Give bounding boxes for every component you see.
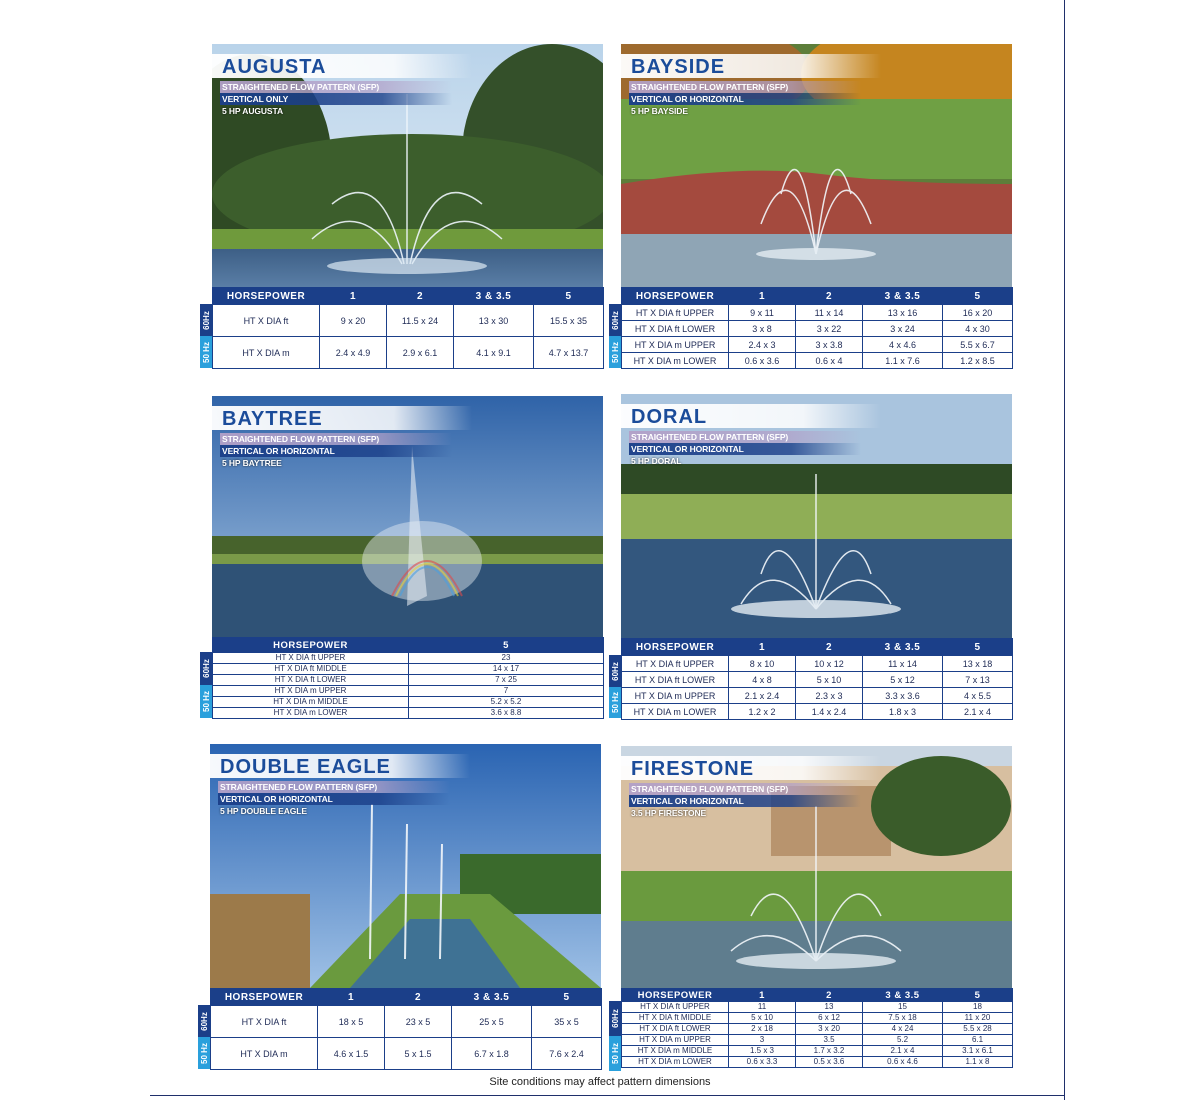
- card-double-eagle: [210, 744, 601, 988]
- row-label: HT X DIA ft UPPER: [213, 653, 409, 664]
- cell: 5.2 x 5.2: [409, 697, 604, 708]
- header-cell: 5: [943, 639, 1013, 656]
- card-baytree: [212, 396, 603, 637]
- right-margin-rule: [1064, 0, 1065, 1100]
- cell: 5.2: [863, 1035, 943, 1046]
- pattern-bands: [220, 81, 452, 117]
- card-title: FIRESTONE: [621, 756, 881, 780]
- header-cell: 5: [534, 288, 604, 305]
- cell: 25 x 5: [452, 1006, 532, 1038]
- header-cell: 1: [729, 288, 796, 305]
- cell: 7.6 x 2.4: [532, 1038, 602, 1070]
- row-label: HT X DIA ft MIDDLE: [622, 1013, 729, 1024]
- cell: 23 x 5: [385, 1006, 452, 1038]
- cell: 2.4 x 3: [729, 337, 796, 353]
- table-row: [213, 653, 604, 664]
- hz-60-label: 60Hz: [200, 304, 212, 336]
- cell: 4 x 5.5: [943, 688, 1013, 704]
- model-caption: 5 HP BAYTREE: [222, 458, 282, 468]
- cell: 16 x 20: [943, 305, 1013, 321]
- cell: 6 x 12: [796, 1013, 863, 1024]
- cell: 4.1 x 9.1: [454, 337, 534, 369]
- hz-50-label: 50 Hz: [198, 1037, 210, 1069]
- cell: 5.5 x 28: [943, 1024, 1013, 1035]
- table-header-row: [622, 989, 1013, 1002]
- cell: 5 x 10: [729, 1013, 796, 1024]
- cell: 1.1 x 8: [943, 1057, 1013, 1068]
- card-title: DOUBLE EAGLE: [210, 754, 470, 778]
- hz-50-label: 50 Hz: [609, 336, 621, 368]
- cell: 3: [729, 1035, 796, 1046]
- header-cell: 5: [943, 989, 1013, 1002]
- hz-50-label: 50 Hz: [200, 685, 212, 718]
- augusta-spec-table: [212, 287, 604, 369]
- orientation-band: VERTICAL OR HORIZONTAL: [629, 443, 861, 455]
- header-cell: HORSEPOWER: [622, 639, 729, 656]
- table-row: [622, 1046, 1013, 1057]
- cell: 5 x 10: [796, 672, 863, 688]
- cell: 5 x 1.5: [385, 1038, 452, 1070]
- cell: 6.1: [943, 1035, 1013, 1046]
- cell: 1.5 x 3: [729, 1046, 796, 1057]
- cell: 1.8 x 3: [863, 704, 943, 720]
- pattern-type-band: STRAIGHTENED FLOW PATTERN (SFP): [629, 783, 861, 795]
- cell: 1.1 x 7.6: [863, 353, 943, 369]
- cell: 3.5: [796, 1035, 863, 1046]
- card-firestone: [621, 746, 1012, 988]
- cell: 2 x 18: [729, 1024, 796, 1035]
- table-row: [213, 664, 604, 675]
- row-label: HT X DIA ft: [213, 305, 320, 337]
- row-label: HT X DIA m LOWER: [213, 708, 409, 719]
- table-row: [622, 1013, 1013, 1024]
- pattern-bands: [629, 783, 861, 819]
- cell: 0.6 x 4.6: [863, 1057, 943, 1068]
- row-label: HT X DIA ft LOWER: [622, 672, 729, 688]
- hz-60-label: 60Hz: [609, 304, 621, 336]
- header-cell: HORSEPOWER: [622, 989, 729, 1002]
- pattern-bands: [218, 781, 450, 817]
- model-caption: 5 HP DOUBLE EAGLE: [220, 806, 307, 816]
- row-label: HT X DIA m MIDDLE: [213, 697, 409, 708]
- orientation-band: VERTICAL OR HORIZONTAL: [218, 793, 450, 805]
- pattern-bands: [629, 81, 861, 117]
- double-eagle-spec-table: [210, 988, 602, 1070]
- table-header-row: [213, 288, 604, 305]
- cell: 10 x 12: [796, 656, 863, 672]
- cell: 15.5 x 35: [534, 305, 604, 337]
- header-cell: 5: [409, 638, 604, 653]
- cell: 13: [796, 1002, 863, 1013]
- cell: 4.7 x 13.7: [534, 337, 604, 369]
- cell: 2.1 x 4: [943, 704, 1013, 720]
- pattern-type-band: STRAIGHTENED FLOW PATTERN (SFP): [629, 81, 861, 93]
- cell: 14 x 17: [409, 664, 604, 675]
- header-cell: 1: [729, 639, 796, 656]
- cell: 3.6 x 8.8: [409, 708, 604, 719]
- row-label: HT X DIA m MIDDLE: [622, 1046, 729, 1057]
- row-label: HT X DIA ft LOWER: [622, 321, 729, 337]
- cell: 18: [943, 1002, 1013, 1013]
- header-cell: 5: [943, 288, 1013, 305]
- header-cell: 2: [796, 639, 863, 656]
- hz-60-label: 60Hz: [198, 1005, 210, 1037]
- cell: 11.5 x 24: [387, 305, 454, 337]
- pattern-type-band: STRAIGHTENED FLOW PATTERN (SFP): [220, 433, 452, 445]
- table-row: [622, 1057, 1013, 1068]
- table-row: [213, 697, 604, 708]
- pattern-type-band: STRAIGHTENED FLOW PATTERN (SFP): [218, 781, 450, 793]
- cell: 7.5 x 18: [863, 1013, 943, 1024]
- cell: 3.3 x 3.6: [863, 688, 943, 704]
- firestone-photo: [621, 746, 1012, 988]
- header-cell: 1: [318, 989, 385, 1006]
- cell: 4 x 24: [863, 1024, 943, 1035]
- model-caption: 5 HP DORAL: [631, 456, 682, 466]
- table-row: [622, 305, 1013, 321]
- orientation-band: VERTICAL OR HORIZONTAL: [629, 93, 861, 105]
- card-title: BAYTREE: [212, 406, 472, 430]
- header-cell: 2: [385, 989, 452, 1006]
- model-caption: 5 HP BAYSIDE: [631, 106, 688, 116]
- cell: 2.1 x 4: [863, 1046, 943, 1057]
- table-header-row: [622, 639, 1013, 656]
- cell: 0.6 x 3.6: [729, 353, 796, 369]
- row-label: HT X DIA ft MIDDLE: [213, 664, 409, 675]
- card-augusta: [212, 44, 603, 287]
- table-header-row: [213, 638, 604, 653]
- pattern-type-band: STRAIGHTENED FLOW PATTERN (SFP): [220, 81, 452, 93]
- hz-50-label: 50 Hz: [200, 336, 212, 368]
- header-cell: 3 & 3.5: [863, 639, 943, 656]
- header-cell: HORSEPOWER: [622, 288, 729, 305]
- header-cell: 1: [320, 288, 387, 305]
- table-row: [622, 672, 1013, 688]
- cell: 35 x 5: [532, 1006, 602, 1038]
- header-cell: HORSEPOWER: [211, 989, 318, 1006]
- table-row: [622, 1024, 1013, 1035]
- cell: 7 x 13: [943, 672, 1013, 688]
- hz-50-label: 50 Hz: [609, 1036, 621, 1071]
- model-caption: 3.5 HP FIRESTONE: [631, 808, 707, 818]
- cell: 1.2 x 8.5: [943, 353, 1013, 369]
- cell: 7 x 25: [409, 675, 604, 686]
- header-cell: 1: [729, 989, 796, 1002]
- row-label: HT X DIA m UPPER: [622, 1035, 729, 1046]
- row-label: HT X DIA m LOWER: [622, 704, 729, 720]
- cell: 7: [409, 686, 604, 697]
- table-row: [622, 1035, 1013, 1046]
- cell: 3 x 20: [796, 1024, 863, 1035]
- row-label: HT X DIA ft LOWER: [622, 1024, 729, 1035]
- cell: 9 x 11: [729, 305, 796, 321]
- cell: 0.6 x 3.3: [729, 1057, 796, 1068]
- table-row: [622, 704, 1013, 720]
- table-row: [622, 688, 1013, 704]
- cell: 3 x 8: [729, 321, 796, 337]
- cell: 3 x 22: [796, 321, 863, 337]
- cell: 4 x 8: [729, 672, 796, 688]
- firestone-spec-table: [621, 988, 1013, 1068]
- header-cell: 3 & 3.5: [452, 989, 532, 1006]
- cell: 1.7 x 3.2: [796, 1046, 863, 1057]
- orientation-band: VERTICAL OR HORIZONTAL: [629, 795, 861, 807]
- card-title: BAYSIDE: [621, 54, 881, 78]
- cell: 13 x 18: [943, 656, 1013, 672]
- row-label: HT X DIA m UPPER: [622, 337, 729, 353]
- header-cell: 2: [796, 288, 863, 305]
- pattern-bands: [629, 431, 861, 467]
- baytree-photo: [212, 396, 603, 637]
- table-row: [213, 675, 604, 686]
- table-row: [622, 337, 1013, 353]
- doral-photo: [621, 394, 1012, 638]
- header-cell: HORSEPOWER: [213, 288, 320, 305]
- row-label: HT X DIA ft: [211, 1006, 318, 1038]
- header-cell: 5: [532, 989, 602, 1006]
- cell: 13 x 30: [454, 305, 534, 337]
- header-cell: 2: [387, 288, 454, 305]
- card-title: DORAL: [621, 404, 881, 428]
- row-label: HT X DIA ft UPPER: [622, 305, 729, 321]
- table-row: [211, 1038, 602, 1070]
- pattern-type-band: STRAIGHTENED FLOW PATTERN (SFP): [629, 431, 861, 443]
- bayside-spec-table: [621, 287, 1013, 369]
- table-row: [622, 1002, 1013, 1013]
- row-label: HT X DIA m: [211, 1038, 318, 1070]
- table-header-row: [622, 288, 1013, 305]
- cell: 3 x 24: [863, 321, 943, 337]
- baytree-spec-table: [212, 637, 604, 719]
- hz-60-label: 60Hz: [609, 655, 621, 687]
- bayside-photo: [621, 44, 1012, 287]
- table-row: [213, 337, 604, 369]
- footer-note: Site conditions may affect pattern dimensions: [489, 1076, 711, 1088]
- table-row: [213, 686, 604, 697]
- bottom-margin-rule: [150, 1095, 1065, 1096]
- row-label: HT X DIA m: [213, 337, 320, 369]
- cell: 0.6 x 4: [796, 353, 863, 369]
- hz-50-label: 50 Hz: [609, 687, 621, 718]
- card-title: AUGUSTA: [212, 54, 472, 78]
- hz-60-label: 60Hz: [200, 652, 212, 685]
- cell: 5 x 12: [863, 672, 943, 688]
- cell: 2.4 x 4.9: [320, 337, 387, 369]
- cell: 11 x 20: [943, 1013, 1013, 1024]
- hz-60-label: 60Hz: [609, 1001, 621, 1036]
- table-row: [622, 321, 1013, 337]
- cell: 2.3 x 3: [796, 688, 863, 704]
- cell: 5.5 x 6.7: [943, 337, 1013, 353]
- cell: 3.1 x 6.1: [943, 1046, 1013, 1057]
- table-row: [211, 1006, 602, 1038]
- cell: 2.1 x 2.4: [729, 688, 796, 704]
- cell: 4.6 x 1.5: [318, 1038, 385, 1070]
- header-cell: 3 & 3.5: [863, 288, 943, 305]
- cell: 1.4 x 2.4: [796, 704, 863, 720]
- cell: 15: [863, 1002, 943, 1013]
- cell: 4 x 4.6: [863, 337, 943, 353]
- augusta-photo: [212, 44, 603, 287]
- table-row: [622, 353, 1013, 369]
- cell: 0.5 x 3.6: [796, 1057, 863, 1068]
- row-label: HT X DIA ft UPPER: [622, 1002, 729, 1013]
- table-row: [622, 656, 1013, 672]
- cell: 1.2 x 2: [729, 704, 796, 720]
- row-label: HT X DIA m UPPER: [622, 688, 729, 704]
- cell: 2.9 x 6.1: [387, 337, 454, 369]
- cell: 9 x 20: [320, 305, 387, 337]
- card-doral: [621, 394, 1012, 638]
- header-cell: 2: [796, 989, 863, 1002]
- row-label: HT X DIA m LOWER: [622, 1057, 729, 1068]
- table-row: [213, 305, 604, 337]
- cell: 13 x 16: [863, 305, 943, 321]
- pattern-bands: [220, 433, 452, 469]
- model-caption: 5 HP AUGUSTA: [222, 106, 283, 116]
- row-label: HT X DIA ft UPPER: [622, 656, 729, 672]
- cell: 4 x 30: [943, 321, 1013, 337]
- cell: 18 x 5: [318, 1006, 385, 1038]
- table-header-row: [211, 989, 602, 1006]
- cell: 6.7 x 1.8: [452, 1038, 532, 1070]
- doral-spec-table: [621, 638, 1013, 720]
- cell: 8 x 10: [729, 656, 796, 672]
- orientation-band: VERTICAL OR HORIZONTAL: [220, 445, 452, 457]
- row-label: HT X DIA m LOWER: [622, 353, 729, 369]
- card-bayside: [621, 44, 1012, 287]
- row-label: HT X DIA ft LOWER: [213, 675, 409, 686]
- cell: 11 x 14: [863, 656, 943, 672]
- row-label: HT X DIA m UPPER: [213, 686, 409, 697]
- orientation-band: VERTICAL ONLY: [220, 93, 452, 105]
- double-eagle-photo: [210, 744, 601, 988]
- cell: 23: [409, 653, 604, 664]
- header-cell: 3 & 3.5: [454, 288, 534, 305]
- cell: 11 x 14: [796, 305, 863, 321]
- header-cell: 3 & 3.5: [863, 989, 943, 1002]
- cell: 11: [729, 1002, 796, 1013]
- cell: 3 x 3.8: [796, 337, 863, 353]
- header-cell: HORSEPOWER: [213, 638, 409, 653]
- table-row: [213, 708, 604, 719]
